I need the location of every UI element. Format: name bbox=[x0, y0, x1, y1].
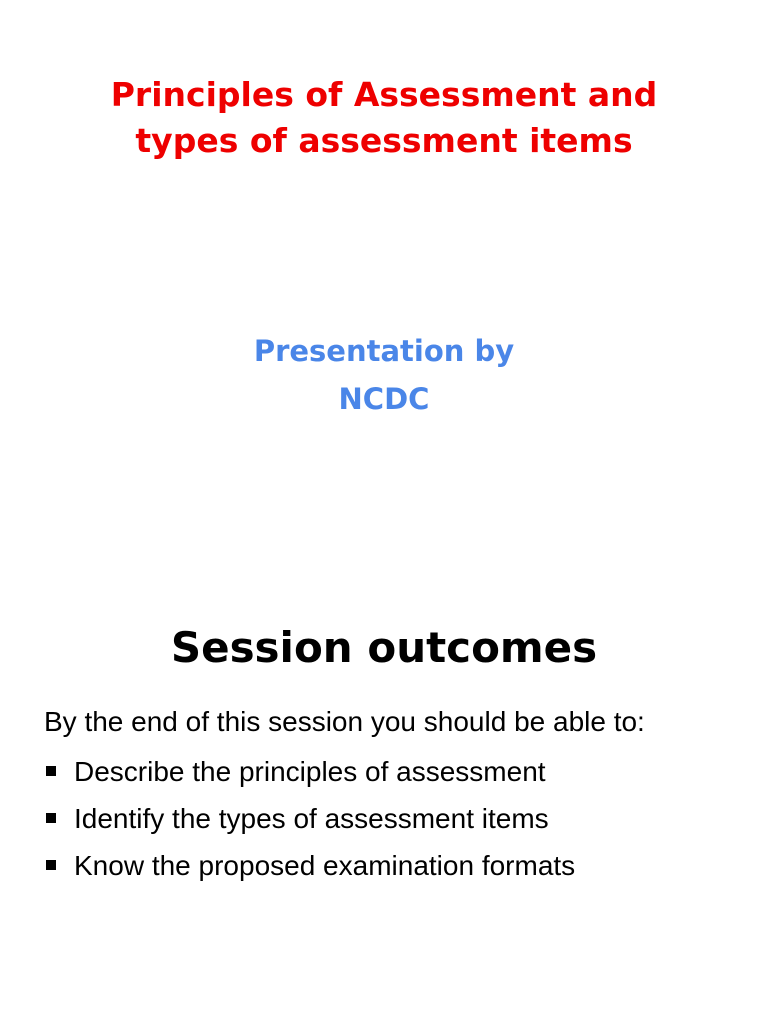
presenter-credit bbox=[0, 327, 768, 423]
presenter-line-2: NCDC bbox=[338, 382, 430, 416]
square-bullet-icon bbox=[46, 813, 56, 823]
slide-title-line-2: types of assessment items bbox=[135, 121, 633, 160]
outcome-text: Identify the types of assessment items bbox=[74, 803, 549, 834]
outcome-text: Know the proposed examination formats bbox=[74, 850, 576, 881]
session-outcomes-heading: Session outcomes bbox=[170, 623, 598, 672]
square-bullet-icon bbox=[46, 766, 56, 776]
square-bullet-icon bbox=[46, 860, 56, 870]
presenter-line-1: Presentation by bbox=[253, 334, 515, 368]
slide-title-line-1: Principles of Assessment and bbox=[110, 75, 658, 114]
slide-title bbox=[0, 72, 768, 164]
session-intro-text: By the end of this session you should be able to: bbox=[44, 706, 645, 737]
outcome-text: Describe the principles of assessment bbox=[74, 756, 546, 787]
